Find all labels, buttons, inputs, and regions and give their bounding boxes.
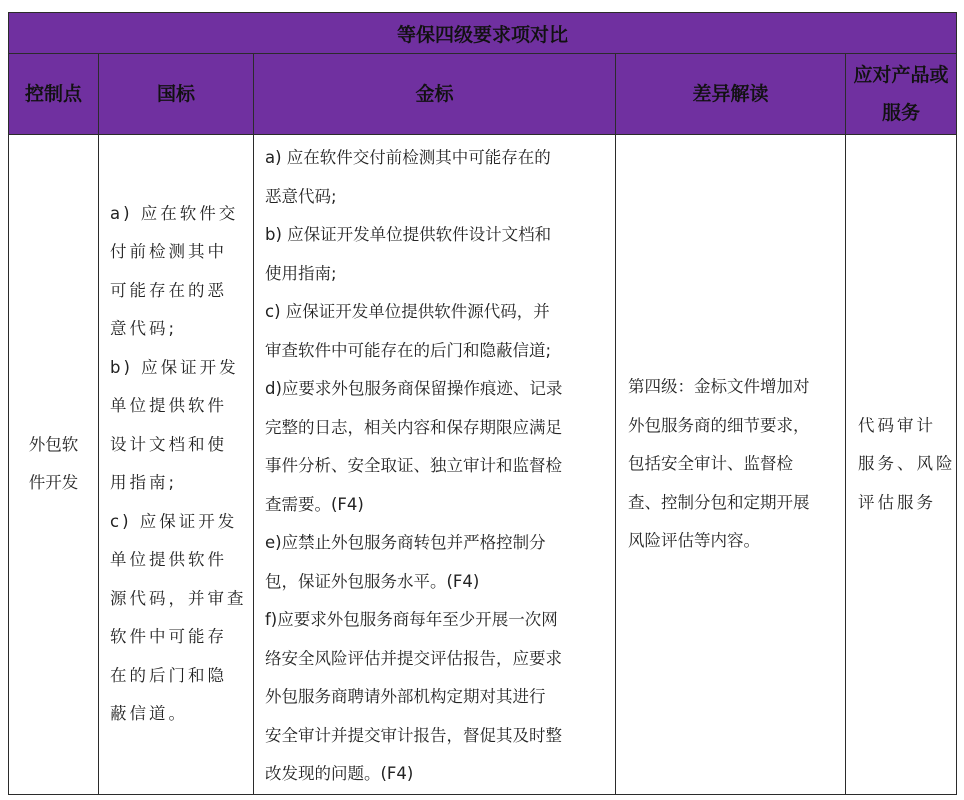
header-product-line: 应对产品或 (853, 64, 949, 86)
control-point-line: 件开发 (28, 473, 79, 493)
control-point-line: 外包软 (28, 434, 79, 454)
gold-standard-line: 络安全风险评估并提交评估报告，应要求 (265, 648, 562, 668)
difference-line: 风险评估等内容。 (628, 531, 760, 550)
gold-standard-line: e)应禁止外包服务商转包并严格控制分 (265, 533, 546, 552)
national-standard-line: 在的后门和隐 (110, 665, 227, 685)
cell-product-service (846, 135, 957, 795)
national-standard-line: 源代码，并审查 (110, 588, 247, 608)
header-difference: 差异解读 (616, 54, 846, 135)
header-product-service (846, 54, 957, 135)
comparison-table (8, 12, 957, 795)
gold-standard-line: c) 应保证开发单位提供软件源代码，并 (265, 302, 550, 321)
national-standard-line: 单位提供软件 (110, 550, 227, 570)
difference-line: 外包服务商的细节要求， (628, 415, 810, 435)
national-standard-line: 意代码; (110, 319, 178, 339)
gold-standard-line: 恶意代码; (265, 186, 337, 206)
difference-line: 第四级：金标文件增加对 (628, 377, 810, 396)
gold-standard-line: 完整的日志，相关内容和保存期限应满足 (265, 417, 562, 437)
header-control-point: 控制点 (9, 54, 99, 135)
gold-standard-line: 外包服务商聘请外部机构定期对其进行 (265, 687, 546, 706)
gold-standard-line: 查需要。(F4) (265, 494, 364, 514)
national-standard-line: 蔽信道。 (110, 704, 188, 724)
gold-standard-line: 审查软件中可能存在的后门和隐蔽信道; (265, 340, 552, 360)
product-service-line: 服务、风险 (858, 454, 956, 473)
header-product-line: 服务 (882, 102, 921, 124)
header-national-standard: 国标 (99, 54, 254, 135)
cell-national-standard (99, 135, 254, 795)
cell-gold-standard (254, 135, 616, 795)
gold-standard-line: b) 应保证开发单位提供软件设计文档和 (265, 225, 552, 244)
national-standard-line: 软件中可能存 (110, 627, 227, 647)
product-service-line: 代码审计 (858, 415, 936, 435)
national-standard-line: 设计文档和使 (110, 434, 227, 454)
difference-line: 查、控制分包和定期开展 (628, 492, 810, 512)
gold-standard-line: a) 应在软件交付前检测其中可能存在的 (265, 148, 551, 167)
gold-standard-line: 改发现的问题。(F4) (265, 764, 414, 783)
table-title: 等保四级要求项对比 (9, 13, 957, 54)
cell-difference (616, 135, 846, 795)
gold-standard-line: 事件分析、安全取证、独立审计和监督检 (265, 456, 562, 475)
national-standard-line: 付前检测其中 (110, 242, 227, 262)
difference-line: 包括安全审计、监督检 (628, 454, 793, 473)
national-standard-line: a) 应在软件交 (110, 203, 239, 223)
table-row (9, 135, 957, 795)
header-gold-standard: 金标 (254, 54, 616, 135)
gold-standard-line: f)应要求外包服务商每年至少开展一次网 (265, 610, 558, 629)
national-standard-line: 用指南; (110, 473, 178, 493)
gold-standard-line: 包，保证外包服务水平。(F4) (265, 571, 480, 591)
gold-standard-line: 安全审计并提交审计报告，督促其及时整 (265, 725, 562, 745)
product-service-line: 评估服务 (858, 492, 936, 512)
cell-control-point (9, 135, 99, 795)
gold-standard-line: 使用指南; (265, 263, 337, 283)
national-standard-line: 单位提供软件 (110, 396, 227, 416)
national-standard-line: b) 应保证开发 (110, 357, 239, 377)
national-standard-line: 可能存在的恶 (110, 280, 227, 300)
national-standard-line: c) 应保证开发 (110, 511, 238, 531)
gold-standard-line: d)应要求外包服务商保留操作痕迹、记录 (265, 379, 563, 398)
